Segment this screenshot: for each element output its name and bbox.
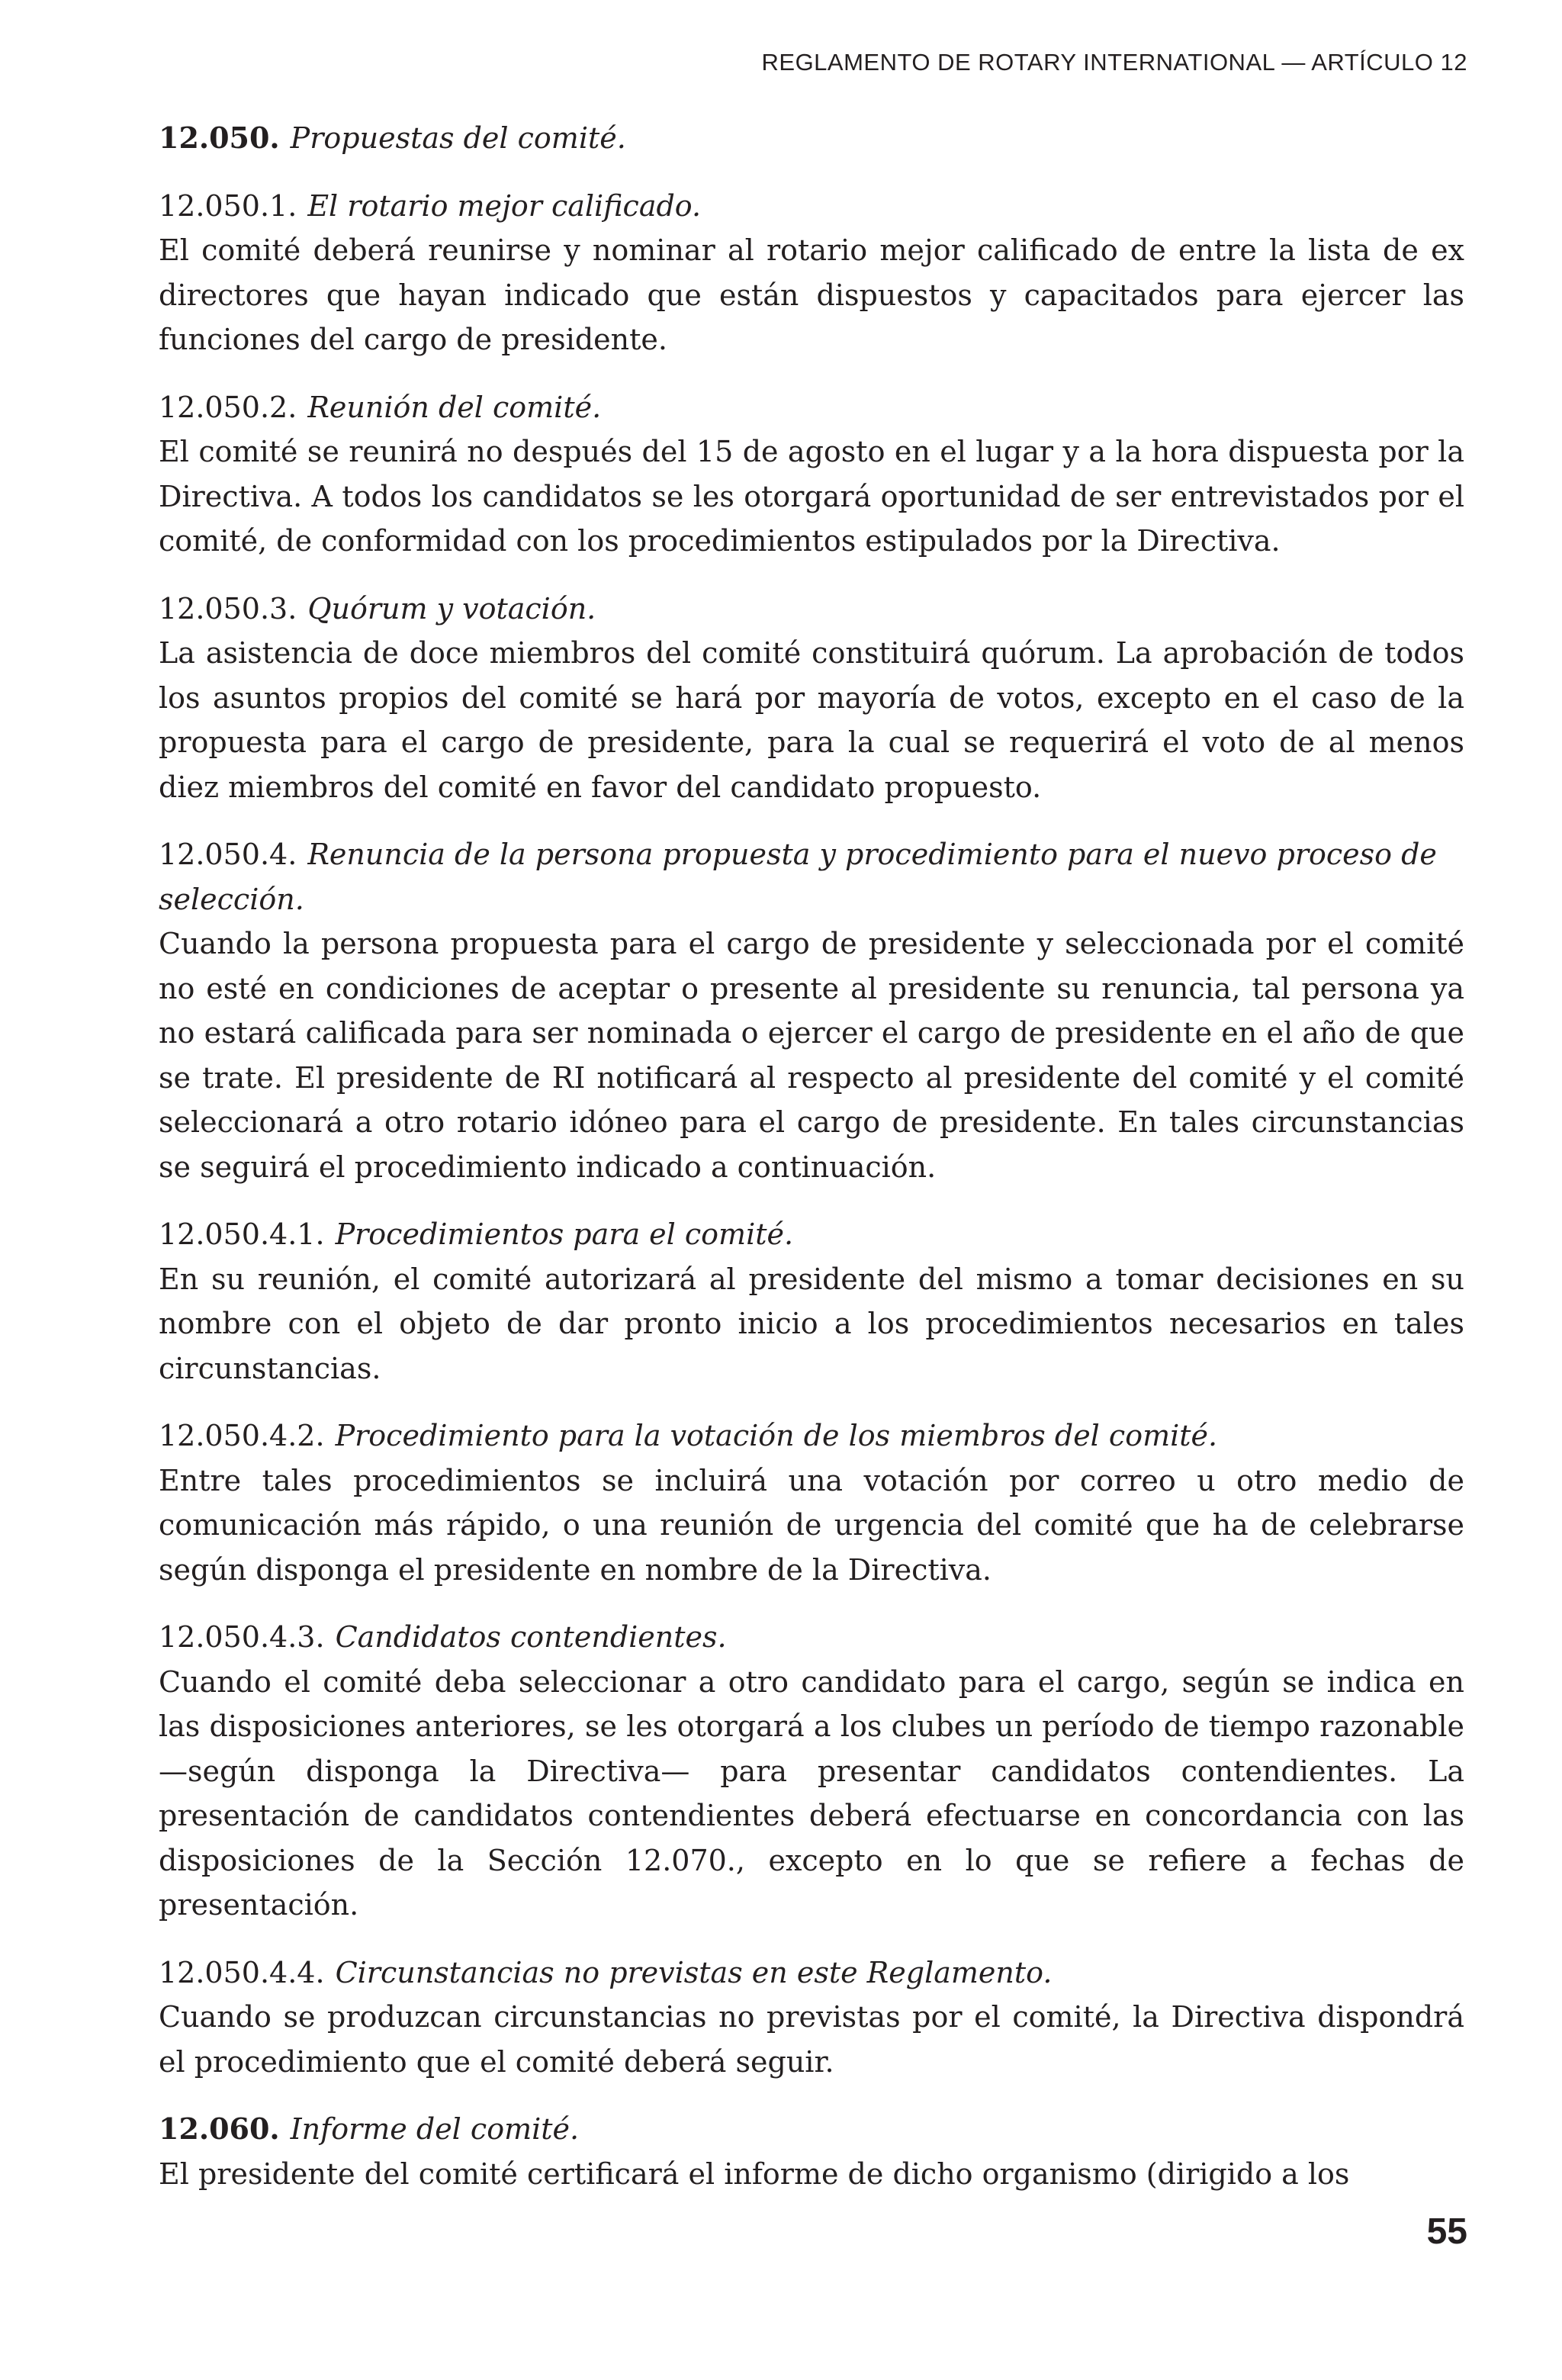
section-body: Cuando se produzcan circunstancias no previstas por el comité, la Directiva dispondrá el procedimiento que el comité deberá seguir. <box>159 2000 1464 2079</box>
section-number: 12.050.4. <box>159 838 297 871</box>
section-body: El presidente del comité certificará el informe de dicho organismo (dirigido a los <box>159 2156 1350 2191</box>
section-title: Reunión del comité. <box>307 390 602 424</box>
section-title: Circunstancias no previstas en este Reglamento. <box>335 1955 1053 1989</box>
section-heading <box>159 832 1464 921</box>
section-title: Quórum y votación. <box>307 591 596 626</box>
section-number: 12.060. <box>159 2111 280 2146</box>
section-heading <box>159 184 1464 229</box>
section-heading <box>159 116 1464 161</box>
section-heading <box>159 587 1464 632</box>
section-number: 12.050.1. <box>159 188 297 223</box>
section-12-050-4-1 <box>159 1212 1464 1391</box>
section-body: El comité deberá reunirse y nominar al rotario mejor calificado de entre la lista de ex directores que hayan indicado que están dispuestos y capacitados para ejercer las funciones del cargo de presidente. <box>159 233 1464 356</box>
section-12-050-1 <box>159 184 1464 362</box>
section-body: Cuando la persona propuesta para el cargo de presidente y seleccionada por el comité no esté en condiciones de aceptar o presente al presidente su renuncia, tal persona ya no estará calificada para ser nominada o ejercer el cargo de presidente en el año de que se trate. El presidente de RI notificará al respecto al presidente del comité y el comité seleccionará a otro rotario idóneo para el cargo de presidente. En tales circunstancias se seguirá el procedimiento indicado a continuación. <box>159 927 1464 1184</box>
page-number: 55 <box>1426 2211 1467 2252</box>
section-number: 12.050.4.1. <box>159 1217 325 1251</box>
section-title: Candidatos contendientes. <box>335 1620 727 1654</box>
section-number: 12.050. <box>159 121 280 155</box>
section-title: Propuestas del comité. <box>290 121 626 155</box>
section-heading <box>159 1951 1464 1996</box>
section-12-050-4-2 <box>159 1414 1464 1592</box>
section-title: Procedimiento para la votación de los miembros del comité. <box>335 1419 1218 1452</box>
section-12-050-4 <box>159 832 1464 1189</box>
section-number: 12.050.4.4. <box>159 1955 325 1989</box>
section-12-050-2 <box>159 385 1464 564</box>
section-12-050-4-4 <box>159 1951 1464 2085</box>
running-head: REGLAMENTO DE ROTARY INTERNATIONAL — ARTÍCULO 12 <box>761 49 1467 76</box>
section-title: El rotario mejor calificado. <box>307 188 702 223</box>
section-number: 12.050.3. <box>159 591 297 626</box>
section-heading <box>159 1615 1464 1660</box>
section-body: En su reunión, el comité autorizará al presidente del mismo a tomar decisiones en su nombre con el objeto de dar pronto inicio a los procedimientos necesarios en tales circunstancias. <box>159 1262 1464 1385</box>
section-body: Entre tales procedimientos se incluirá una votación por correo u otro medio de comunicación más rápido, o una reunión de urgencia del comité que ha de celebrarse según disponga el presidente en nombre de la Directiva. <box>159 1463 1464 1587</box>
section-body: El comité se reunirá no después del 15 de agosto en el lugar y a la hora dispuesta por la Directiva. A todos los candidatos se les otorgará oportunidad de ser entrevistados por el comité, de conformidad con los procedimientos estipulados por la Directiva. <box>159 435 1464 558</box>
section-number: 12.050.4.3. <box>159 1620 325 1654</box>
section-title: Informe del comité. <box>290 2112 580 2146</box>
section-12-060 <box>159 2107 1464 2196</box>
section-title: Renuncia de la persona propuesta y procedimiento para el nuevo proceso de selección. <box>159 838 1437 916</box>
section-title: Procedimientos para el comité. <box>335 1217 794 1251</box>
section-heading <box>159 1212 1464 1257</box>
section-body: La asistencia de doce miembros del comité constituirá quórum. La aprobación de todos los asuntos propios del comité se hará por mayoría de votos, excepto en el caso de la propuesta para el cargo de presidente, para la cual se requerirá el voto de al menos diez miembros del comité en favor del candidato propuesto. <box>159 636 1464 804</box>
section-12-050-4-3 <box>159 1615 1464 1928</box>
section-heading <box>159 385 1464 430</box>
section-heading <box>159 1414 1464 1459</box>
section-body: Cuando el comité deba seleccionar a otro candidato para el cargo, según se indica en las disposiciones anteriores, se les otorgará a los clubes un período de tiempo razonable —según disponga la Directiva— para presentar candidatos contendientes. La presentación de candidatos contendientes deberá efectuarse en concordancia con las disposiciones de la Sección 12.070., excepto en lo que se refiere a fechas de presentación. <box>159 1664 1464 1922</box>
page-content <box>159 116 1464 2219</box>
section-12-050 <box>159 116 1464 161</box>
section-heading <box>159 2107 1464 2152</box>
section-number: 12.050.4.2. <box>159 1419 325 1452</box>
section-12-050-3 <box>159 587 1464 810</box>
section-number: 12.050.2. <box>159 390 297 424</box>
